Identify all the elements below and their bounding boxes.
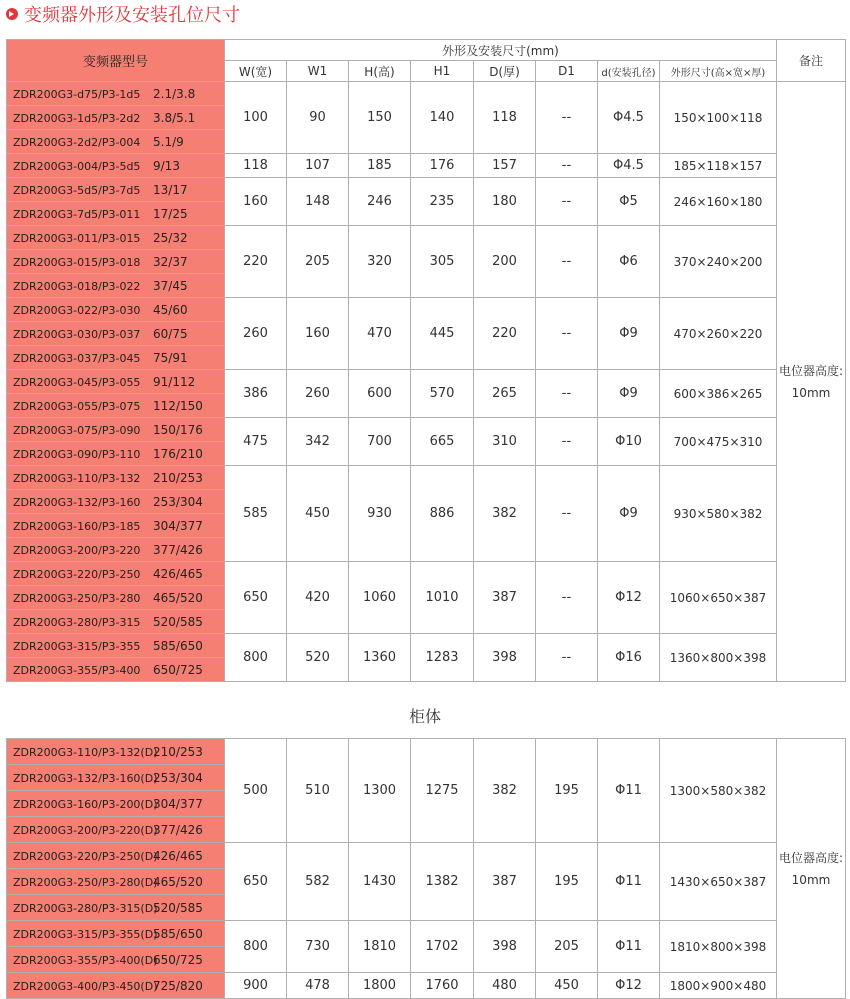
model-name: ZDR200G3-200/P3-220(D) — [13, 823, 158, 837]
value-cell: 450 — [536, 973, 598, 999]
value-cell: 398 — [474, 921, 536, 973]
value-cell: 420 — [287, 562, 349, 634]
value-cell: Φ12 — [598, 562, 660, 634]
power-rating: 25/32 — [153, 230, 188, 245]
power-rating: 210/253 — [153, 744, 203, 759]
note-cell — [777, 82, 846, 682]
model-cell — [7, 418, 225, 442]
power-rating: 176/210 — [153, 446, 203, 461]
power-rating: 253/304 — [153, 494, 203, 509]
table-row — [7, 370, 846, 394]
model-cell — [7, 562, 225, 586]
note-line: 电位器高度: — [778, 850, 844, 865]
power-rating: 75/91 — [153, 350, 188, 365]
value-cell: 1360 — [349, 634, 411, 682]
value-cell: 118 — [225, 154, 287, 178]
table-row — [7, 178, 846, 202]
model-cell — [7, 843, 225, 869]
value-cell: 1300×580×382 — [660, 739, 777, 843]
model-cell — [7, 178, 225, 202]
table-row — [7, 973, 846, 999]
model-cell — [7, 739, 225, 765]
value-cell: -- — [536, 154, 598, 178]
power-rating: 17/25 — [153, 206, 188, 221]
value-cell: 320 — [349, 226, 411, 298]
value-cell: 1430 — [349, 843, 411, 921]
value-cell: 205 — [536, 921, 598, 973]
value-cell: 1430×650×387 — [660, 843, 777, 921]
model-cell — [7, 442, 225, 466]
model-cell — [7, 765, 225, 791]
value-cell: -- — [536, 178, 598, 226]
model-name: ZDR200G3-355/P3-400 — [13, 663, 141, 677]
power-rating: 650/725 — [153, 952, 203, 967]
model-cell — [7, 634, 225, 658]
table-row — [7, 418, 846, 442]
value-cell: 185×118×157 — [660, 154, 777, 178]
value-cell: 1810×800×398 — [660, 921, 777, 973]
table-row — [7, 82, 846, 106]
value-cell: 157 — [474, 154, 536, 178]
model-name: ZDR200G3-220/P3-250(D) — [13, 849, 158, 863]
model-name: ZDR200G3-200/P3-220 — [13, 543, 141, 557]
value-cell: 900 — [225, 973, 287, 999]
value-cell: 220 — [474, 298, 536, 370]
power-rating: 91/112 — [153, 374, 196, 389]
page-title: 变频器外形及安装孔位尺寸 — [24, 5, 240, 26]
power-rating: 37/45 — [153, 278, 188, 293]
model-cell — [7, 514, 225, 538]
value-cell: 246×160×180 — [660, 178, 777, 226]
model-cell — [7, 973, 225, 999]
value-cell: -- — [536, 634, 598, 682]
header-col-6: d(安装孔径) — [598, 61, 660, 82]
value-cell: 582 — [287, 843, 349, 921]
value-cell: 510 — [287, 739, 349, 843]
value-cell: Φ4.5 — [598, 82, 660, 154]
value-cell: Φ11 — [598, 921, 660, 973]
model-cell — [7, 130, 225, 154]
value-cell: Φ11 — [598, 739, 660, 843]
value-cell: 475 — [225, 418, 287, 466]
value-cell: 246 — [349, 178, 411, 226]
value-cell: 386 — [225, 370, 287, 418]
value-cell: 387 — [474, 843, 536, 921]
model-name: ZDR200G3-7d5/P3-011 — [13, 207, 141, 221]
model-name: ZDR200G3-004/P3-5d5 — [13, 159, 141, 173]
value-cell: 160 — [287, 298, 349, 370]
model-cell — [7, 274, 225, 298]
value-cell: 450 — [287, 466, 349, 562]
value-cell: Φ4.5 — [598, 154, 660, 178]
value-cell: 387 — [474, 562, 536, 634]
value-cell: Φ9 — [598, 466, 660, 562]
model-cell — [7, 791, 225, 817]
model-cell — [7, 250, 225, 274]
value-cell: 1060×650×387 — [660, 562, 777, 634]
page-heading — [6, 2, 240, 26]
model-cell — [7, 538, 225, 562]
model-name: ZDR200G3-055/P3-075 — [13, 399, 141, 413]
power-rating: 45/60 — [153, 302, 188, 317]
power-rating: 253/304 — [153, 770, 203, 785]
value-cell: Φ9 — [598, 370, 660, 418]
model-name: ZDR200G3-315/P3-355 — [13, 639, 141, 653]
value-cell: 118 — [474, 82, 536, 154]
value-cell: 176 — [411, 154, 474, 178]
value-cell: 342 — [287, 418, 349, 466]
value-cell: 886 — [411, 466, 474, 562]
value-cell: 650 — [225, 843, 287, 921]
value-cell: 148 — [287, 178, 349, 226]
value-cell: 305 — [411, 226, 474, 298]
value-cell: 185 — [349, 154, 411, 178]
value-cell: Φ10 — [598, 418, 660, 466]
power-rating: 377/426 — [153, 822, 203, 837]
value-cell: 570 — [411, 370, 474, 418]
value-cell: 445 — [411, 298, 474, 370]
model-name: ZDR200G3-037/P3-045 — [13, 351, 141, 365]
value-cell: Φ6 — [598, 226, 660, 298]
value-cell: 140 — [411, 82, 474, 154]
value-cell: 1360×800×398 — [660, 634, 777, 682]
value-cell: 398 — [474, 634, 536, 682]
value-cell: Φ9 — [598, 298, 660, 370]
power-rating: 32/37 — [153, 254, 188, 269]
model-name: ZDR200G3-110/P3-132(D) — [13, 745, 158, 759]
model-name: ZDR200G3-015/P3-018 — [13, 255, 141, 269]
table-row — [7, 154, 846, 178]
value-cell: 310 — [474, 418, 536, 466]
value-cell: 730 — [287, 921, 349, 973]
value-cell: 665 — [411, 418, 474, 466]
value-cell: -- — [536, 562, 598, 634]
model-name: ZDR200G3-2d2/P3-004 — [13, 135, 141, 149]
value-cell: 470 — [349, 298, 411, 370]
header-col-4: D(厚) — [474, 61, 536, 82]
model-name: ZDR200G3-280/P3-315(D) — [13, 901, 158, 915]
model-name: ZDR200G3-160/P3-185 — [13, 519, 141, 533]
model-name: ZDR200G3-110/P3-132 — [13, 471, 141, 485]
model-name: ZDR200G3-030/P3-037 — [13, 327, 141, 341]
model-cell — [7, 610, 225, 634]
value-cell: 107 — [287, 154, 349, 178]
model-name: ZDR200G3-090/P3-110 — [13, 447, 141, 461]
model-name: ZDR200G3-132/P3-160(D) — [13, 771, 158, 785]
note-line: 10mm — [791, 872, 831, 887]
power-rating: 5.1/9 — [153, 134, 184, 149]
value-cell: 500 — [225, 739, 287, 843]
power-rating: 520/585 — [153, 614, 203, 629]
model-name: ZDR200G3-011/P3-015 — [13, 231, 141, 245]
value-cell: 1702 — [411, 921, 474, 973]
value-cell: Φ16 — [598, 634, 660, 682]
power-rating: 377/426 — [153, 542, 203, 557]
model-name: ZDR200G3-160/P3-200(D) — [13, 797, 158, 811]
value-cell: 1810 — [349, 921, 411, 973]
model-cell — [7, 106, 225, 130]
value-cell: 930 — [349, 466, 411, 562]
power-rating: 465/520 — [153, 590, 203, 605]
model-cell — [7, 586, 225, 610]
model-name: ZDR200G3-1d5/P3-2d2 — [13, 111, 141, 125]
model-cell — [7, 947, 225, 973]
value-cell: 260 — [287, 370, 349, 418]
model-cell — [7, 226, 225, 250]
value-cell: 160 — [225, 178, 287, 226]
table-row — [7, 634, 846, 658]
model-cell — [7, 466, 225, 490]
value-cell: 90 — [287, 82, 349, 154]
model-cell — [7, 817, 225, 843]
header-col-1: W1 — [287, 61, 349, 82]
model-cell — [7, 346, 225, 370]
header-group: 外形及安装尺寸(mm) — [225, 40, 777, 61]
model-cell — [7, 394, 225, 418]
power-rating: 585/650 — [153, 926, 203, 941]
note-line: 10mm — [791, 385, 831, 400]
model-cell — [7, 154, 225, 178]
table-row — [7, 843, 846, 869]
value-cell: 382 — [474, 466, 536, 562]
value-cell: 1060 — [349, 562, 411, 634]
table-row — [7, 466, 846, 490]
model-cell — [7, 370, 225, 394]
value-cell: 520 — [287, 634, 349, 682]
arrow-bullet-icon — [6, 8, 18, 20]
value-cell: 195 — [536, 739, 598, 843]
power-rating: 60/75 — [153, 326, 188, 341]
table-row — [7, 298, 846, 322]
model-cell — [7, 82, 225, 106]
power-rating: 304/377 — [153, 796, 203, 811]
value-cell: Φ11 — [598, 843, 660, 921]
header-model: 变频器型号 — [7, 40, 225, 82]
value-cell: 800 — [225, 634, 287, 682]
value-cell: 600 — [349, 370, 411, 418]
value-cell: 1760 — [411, 973, 474, 999]
model-cell — [7, 298, 225, 322]
note-cell — [777, 739, 846, 999]
model-name: ZDR200G3-400/P3-450(D) — [13, 979, 158, 993]
header-col-2: H(高) — [349, 61, 411, 82]
value-cell: 478 — [287, 973, 349, 999]
model-name: ZDR200G3-045/P3-055 — [13, 375, 141, 389]
header-col-5: D1 — [536, 61, 598, 82]
value-cell: 205 — [287, 226, 349, 298]
table-row — [7, 562, 846, 586]
value-cell: 150 — [349, 82, 411, 154]
value-cell: Φ5 — [598, 178, 660, 226]
note-line: 电位器高度: — [778, 363, 844, 378]
power-rating: 725/820 — [153, 978, 203, 993]
power-rating: 2.1/3.8 — [153, 86, 196, 101]
section-title-cabinet: 柜体 — [408, 707, 441, 726]
cabinet-dimensions-table — [6, 738, 846, 999]
power-rating: 9/13 — [153, 158, 180, 173]
value-cell: 1800×900×480 — [660, 973, 777, 999]
value-cell: 200 — [474, 226, 536, 298]
model-name: ZDR200G3-018/P3-022 — [13, 279, 141, 293]
value-cell: 150×100×118 — [660, 82, 777, 154]
power-rating: 650/725 — [153, 662, 203, 677]
value-cell: 800 — [225, 921, 287, 973]
model-name: ZDR200G3-5d5/P3-7d5 — [13, 183, 141, 197]
value-cell: 930×580×382 — [660, 466, 777, 562]
power-rating: 585/650 — [153, 638, 203, 653]
value-cell: 370×240×200 — [660, 226, 777, 298]
value-cell: 100 — [225, 82, 287, 154]
value-cell: 1800 — [349, 973, 411, 999]
value-cell: -- — [536, 418, 598, 466]
value-cell: 260 — [225, 298, 287, 370]
value-cell: -- — [536, 82, 598, 154]
power-rating: 520/585 — [153, 900, 203, 915]
value-cell: 1300 — [349, 739, 411, 843]
model-name: ZDR200G3-220/P3-250 — [13, 567, 141, 581]
value-cell: 1283 — [411, 634, 474, 682]
model-name: ZDR200G3-280/P3-315 — [13, 615, 141, 629]
power-rating: 465/520 — [153, 874, 203, 889]
model-name: ZDR200G3-132/P3-160 — [13, 495, 141, 509]
value-cell: 195 — [536, 843, 598, 921]
power-rating: 426/465 — [153, 566, 203, 581]
header-note: 备注 — [777, 40, 846, 82]
model-name: ZDR200G3-250/P3-280(D) — [13, 875, 158, 889]
model-cell — [7, 490, 225, 514]
model-name: ZDR200G3-022/P3-030 — [13, 303, 141, 317]
value-cell: 382 — [474, 739, 536, 843]
value-cell: -- — [536, 466, 598, 562]
model-name: ZDR200G3-355/P3-400(D) — [13, 953, 158, 967]
model-cell — [7, 322, 225, 346]
header-col-0: W(宽) — [225, 61, 287, 82]
power-rating: 112/150 — [153, 398, 203, 413]
value-cell: 265 — [474, 370, 536, 418]
power-rating: 13/17 — [153, 182, 188, 197]
model-cell — [7, 869, 225, 895]
header-col-3: H1 — [411, 61, 474, 82]
value-cell: -- — [536, 298, 598, 370]
value-cell: 700×475×310 — [660, 418, 777, 466]
power-rating: 426/465 — [153, 848, 203, 863]
model-cell — [7, 921, 225, 947]
table-row — [7, 739, 846, 765]
value-cell: 600×386×265 — [660, 370, 777, 418]
value-cell: Φ12 — [598, 973, 660, 999]
value-cell: 1010 — [411, 562, 474, 634]
model-name: ZDR200G3-d75/P3-1d5 — [13, 87, 141, 101]
value-cell: 220 — [225, 226, 287, 298]
value-cell: 1382 — [411, 843, 474, 921]
power-rating: 150/176 — [153, 422, 203, 437]
model-cell — [7, 658, 225, 682]
model-cell — [7, 202, 225, 226]
model-cell — [7, 895, 225, 921]
value-cell: 700 — [349, 418, 411, 466]
value-cell: 480 — [474, 973, 536, 999]
value-cell: 1275 — [411, 739, 474, 843]
table-row — [7, 921, 846, 947]
power-rating: 3.8/5.1 — [153, 110, 196, 125]
model-name: ZDR200G3-315/P3-355(D) — [13, 927, 158, 941]
dimensions-table — [6, 39, 846, 682]
power-rating: 210/253 — [153, 470, 203, 485]
value-cell: 235 — [411, 178, 474, 226]
header-col-7: 外形尺寸(高×宽×厚) — [660, 61, 777, 82]
value-cell: 180 — [474, 178, 536, 226]
value-cell: 585 — [225, 466, 287, 562]
model-name: ZDR200G3-075/P3-090 — [13, 423, 141, 437]
model-name: ZDR200G3-250/P3-280 — [13, 591, 141, 605]
value-cell: -- — [536, 226, 598, 298]
value-cell: 650 — [225, 562, 287, 634]
table-row — [7, 226, 846, 250]
value-cell: -- — [536, 370, 598, 418]
value-cell: 470×260×220 — [660, 298, 777, 370]
power-rating: 304/377 — [153, 518, 203, 533]
